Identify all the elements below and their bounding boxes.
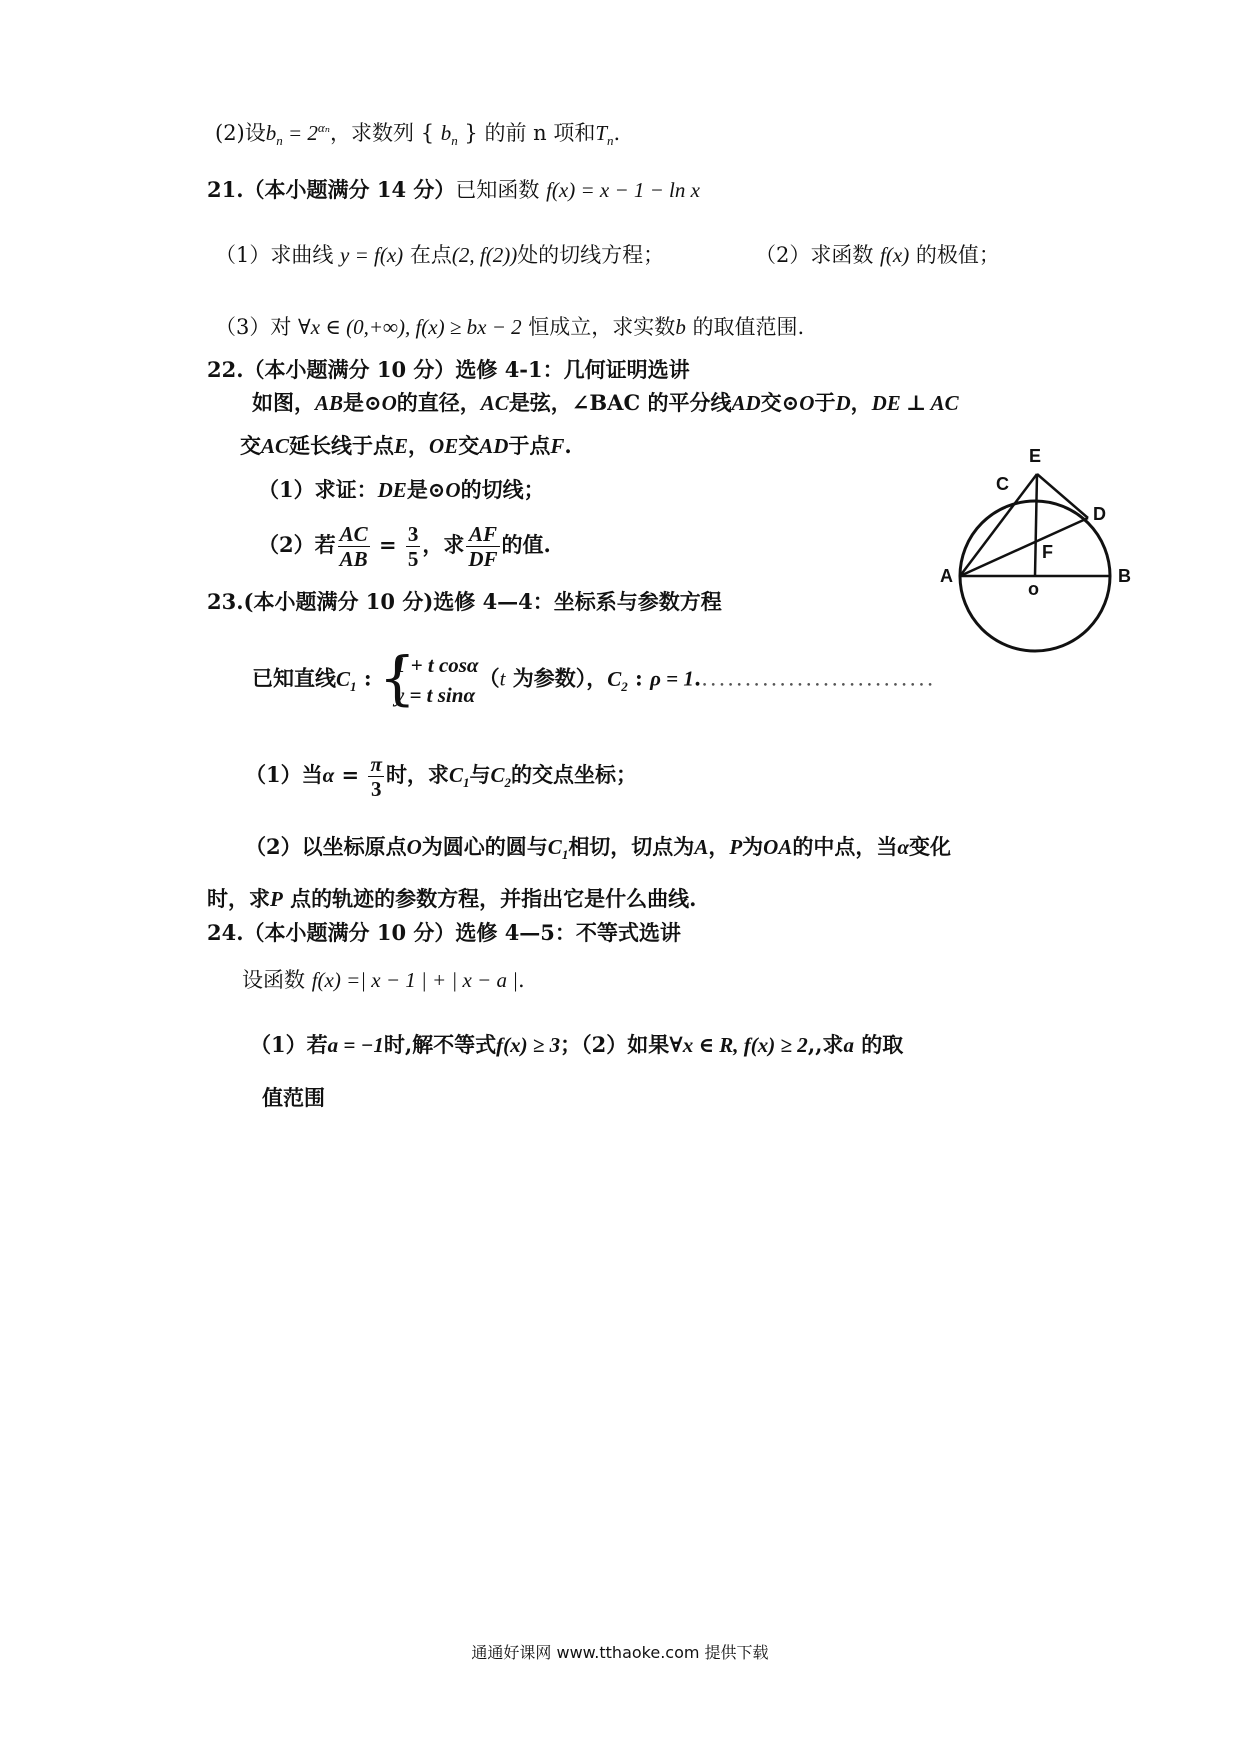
fraction-pi-3: $\frac{\pi}{3}$ [370, 752, 382, 801]
q22-line2: 交AC延长线于点E，OE交AD于点F. [240, 433, 572, 458]
q23-part2-line1: （2）以坐标原点O为圆心的圆与$C_1$相切，切点为A，P为OA的中点，当α变化 [245, 834, 951, 863]
q21-heading: 21.（本小题满分 14 分）已知函数 f(x) = x − 1 − ln x [207, 177, 700, 202]
segment-oe [1035, 474, 1037, 576]
q21-part1: （1）求曲线 y = f(x) 在点(2, f(2))处的切线方程； [215, 243, 665, 267]
q24-line2: 值范围 [262, 1085, 325, 1110]
q23-part1: （1）当α = $\frac{\pi}{3}$ 时，求$C_1$与$C_2$的交点坐标； [245, 752, 637, 801]
label-o: o [1028, 579, 1039, 599]
q21-part3: （3）对 ∀x ∈ (0,+∞), f(x) ≥ bx − 2 恒成立，求实数b 的取值范围. [215, 315, 805, 339]
q21-part2: （2）求函数 f(x) 的极值； [755, 243, 1000, 267]
q24-heading: 24.（本小题满分 10 分）选修 4—5：不等式选讲 [207, 920, 681, 945]
q22-line1: 如图，AB是⊙O的直径，AC是弦，∠BAC 的平分线AD交⊙O于D，DE ⊥ AC [252, 390, 959, 415]
label-c: C [996, 474, 1009, 494]
q24-intro: 设函数 f(x) =| x − 1 | + | x − a |. [242, 968, 525, 992]
label-f: F [1042, 542, 1053, 562]
page-footer: 通通好课网 www.tthaoke.com 提供下载 [471, 1643, 769, 1662]
label-a: A [940, 566, 953, 586]
q23-heading: 23.(本小题满分 10 分)选修 4—4：坐标系与参数方程 [207, 589, 722, 614]
label-e: E [1029, 446, 1042, 466]
q22-part2: （2）若 $\frac{AC}{AB}$ = $\frac{3}{5}$ ，求 $\frac{AF}{DF}$ 的值. [258, 522, 551, 571]
label-b: B [1118, 566, 1131, 586]
q23-part2-line2: 时，求P 点的轨迹的参数方程，并指出它是什么曲线. [207, 886, 697, 911]
geometry-figure [930, 440, 1150, 660]
label-d: D [1093, 504, 1106, 524]
segment-ed [1037, 474, 1088, 518]
parametric-system: { 1 + t cosα y = t sinα [378, 644, 479, 712]
fraction-ac-ab: $\frac{AC}{AB}$ [339, 522, 368, 571]
fraction-af-df: $\frac{AF}{DF}$ [468, 522, 498, 571]
q22-part1: （1）求证：DE是⊙O的切线； [258, 477, 545, 502]
fraction-3-5: $\frac{3}{5}$ [407, 522, 419, 571]
q24-parts: （1）若a = −1时,解不等式f(x) ≥ 3；（2）如果∀x ∈ R, f(x) ≥ 2,,求a 的取 [250, 1032, 904, 1057]
q22-heading: 22.（本小题满分 10 分）选修 4-1：几何证明选讲 [207, 357, 690, 382]
q23-line1: 已知直线$C_1$ : { 1 + t cosα y = t sinα （t 为参数），$C_2$ : ρ = 1............................ [252, 644, 936, 712]
q20-part2: (2)设$b_n = 2^{\alpha_n}$，求数列 { $b_n$ } 的前 n 项和$T_n$. [215, 120, 621, 149]
